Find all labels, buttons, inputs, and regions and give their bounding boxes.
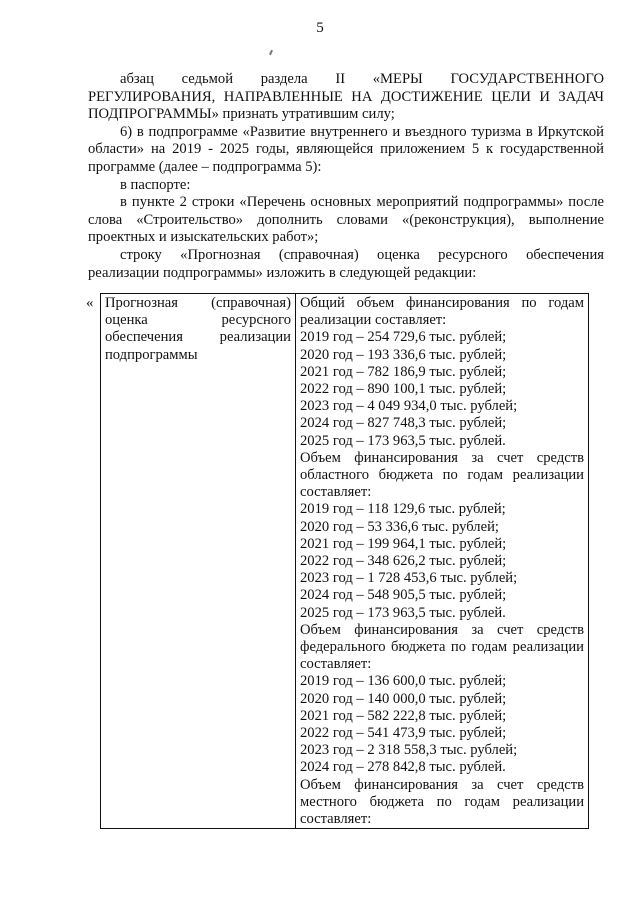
year-line: 2024 год – 548 905,5 тыс. рублей; [300,587,507,604]
year-line: 2025 год – 173 963,5 тыс. рублей. [300,432,506,449]
local-header: Объем финансирования за счет средств местного бюджета по годам реализации составляет: [300,776,584,828]
passport-table [100,293,589,829]
year-line: 2022 год – 541 473,9 тыс. рублей; [300,725,507,742]
paragraph-resource-row: строку «Прогнозная (справочная) оценка ресурсного обеспечения реализации подпрограммы» изложить в следующей редакции: [88,246,604,281]
year-line: 2019 год – 118 129,6 тыс. рублей; [300,501,506,518]
year-line: 2025 год – 173 963,5 тыс. рублей. [300,604,506,621]
year-line: 2023 год – 2 318 558,3 тыс. рублей; [300,742,518,759]
year-line: 2019 год – 254 729,6 тыс. рублей; [300,329,507,346]
year-line: 2019 год – 136 600,0 тыс. рублей; [300,673,507,690]
federal-header: Объем финансирования за счет средств федерального бюджета по годам реализации составляет: [300,621,584,673]
page-number: 5 [316,20,324,36]
year-line: 2021 год – 782 186,9 тыс. рублей; [300,363,507,380]
year-line: 2021 год – 582 222,8 тыс. рублей; [300,707,507,724]
total-header: Общий объем финансирования по годам реализации составляет: [300,295,584,329]
scan-mark [269,50,273,55]
row-value [296,294,589,829]
year-line: 2023 год – 1 728 453,6 тыс. рублей; [300,570,518,587]
year-line: 2022 год – 890 100,1 тыс. рублей; [300,381,507,398]
paragraph-subprogram-5: 6) в подпрограмме «Развитие внутреннего и въездного туризма в Иркутской области» на 2019 - 2025 годы, являющейся приложением 5 к государственной программе (далее – подпрограмма 5): [88,123,604,175]
row-label: Прогнозная (справочная) оценка ресурсного обеспечения реализации подпрограммы [101,294,296,829]
year-line: 2023 год – 4 049 934,0 тыс. рублей; [300,398,518,415]
regional-header: Объем финансирования за счет средств областного бюджета по годам реализации составляет: [300,449,584,501]
table-row [101,294,589,829]
paragraph-repeal: абзац седьмой раздела II «МЕРЫ ГОСУДАРСТВЕННОГО РЕГУЛИРОВАНИЯ, НАПРАВЛЕННЫЕ НА ДОСТИЖЕНИЕ ЦЕЛИ И ЗАДАЧ ПОДПРОГРАММЫ» признать утратившим силу; [88,71,604,123]
document-body [88,71,604,282]
paragraph-item-2: в пункте 2 строки «Перечень основных мероприятий подпрограммы» после слова «Строительство» дополнить словами «(реконструкция), выполнение проектных и изыскательских работ»; [88,194,604,246]
year-line: 2022 год – 348 626,2 тыс. рублей; [300,553,507,570]
opening-quote: « [86,295,94,311]
year-line: 2020 год – 193 336,6 тыс. рублей; [300,346,507,363]
year-line: 2020 год – 53 336,6 тыс. рублей; [300,518,499,535]
year-line: 2020 год – 140 000,0 тыс. рублей; [300,690,507,707]
year-line: 2024 год – 827 748,3 тыс. рублей; [300,415,507,432]
year-line: 2021 год – 199 964,1 тыс. рублей; [300,535,507,552]
year-line: 2024 год – 278 842,8 тыс. рублей. [300,759,506,776]
paragraph-passport: в паспорте: [120,176,191,193]
